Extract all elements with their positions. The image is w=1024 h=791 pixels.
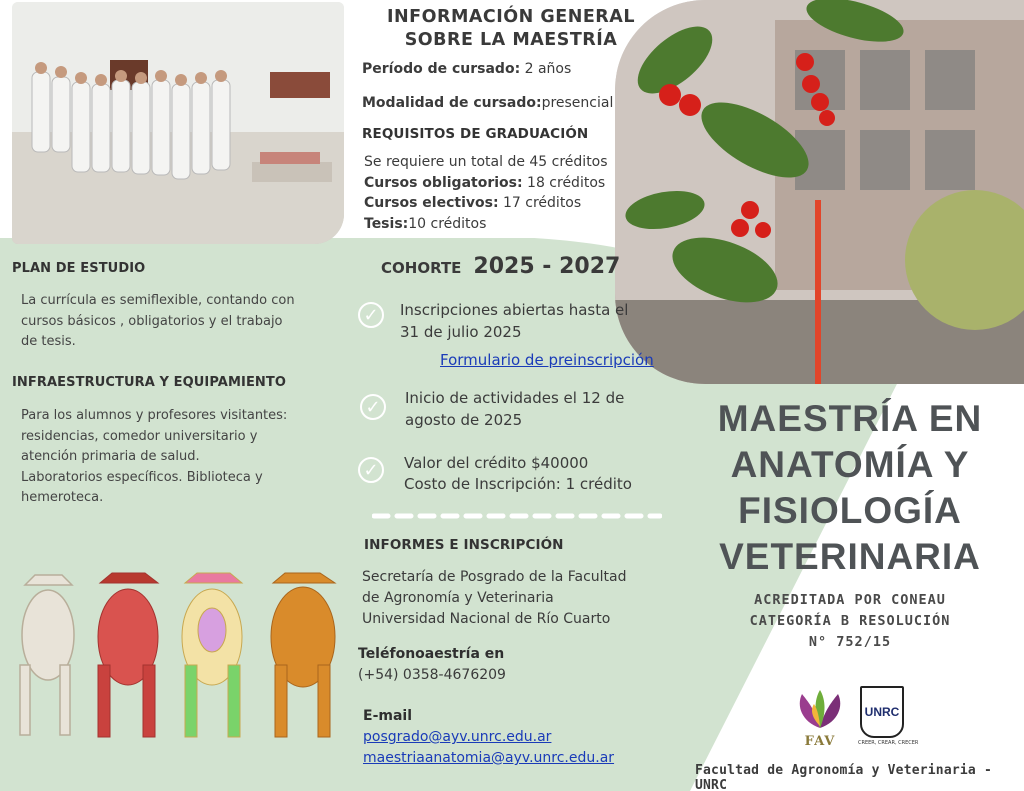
start-date: Inicio de actividades el 12 de agosto de 2025: [405, 389, 625, 429]
credit-cost: Valor del crédito $40000 Costo de Inscripción: 1 crédito: [404, 454, 632, 493]
infra-title: INFRAESTRUCTURA Y EQUIPAMIENTO: [12, 375, 287, 390]
thesis-line: Tesis:10 créditos: [364, 216, 487, 232]
fav-logo: FAV: [790, 688, 850, 749]
elective-line: Cursos electivos: 17 créditos: [364, 195, 582, 211]
check-icon: ✓: [358, 457, 384, 483]
period-line: Período de cursado: 2 años: [362, 61, 572, 77]
requirements-title: REQUISITOS DE GRADUACIÓN: [362, 126, 589, 142]
plan-text: La currícula es semiflexible, contando con cursos básicos , obligatorios y el trabajo de tesis.: [21, 293, 295, 349]
registration-deadline: Inscripciones abiertas hasta el 31 de julio 2025: [400, 301, 629, 341]
faculty-footer: Facultad de Agronomía y Veterinaria - UNRC: [695, 763, 992, 791]
email-link-maestria[interactable]: maestriaanatomia@ayv.unrc.edu.ar: [363, 750, 615, 766]
plan-title: PLAN DE ESTUDIO: [12, 261, 146, 276]
preregistration-form-link[interactable]: Formulario de preinscripción: [440, 351, 654, 369]
team-photo: [12, 2, 344, 244]
fav-flower-icon: [792, 688, 848, 730]
dashed-divider: [372, 510, 662, 522]
check-icon: ✓: [358, 302, 384, 328]
mandatory-line: Cursos obligatorios: 18 créditos: [364, 175, 606, 191]
contact-title: INFORMES E INSCRIPCIÓN: [364, 537, 564, 553]
email-link-posgrado[interactable]: posgrado@ayv.unrc.edu.ar: [363, 729, 552, 745]
check-icon: ✓: [360, 394, 386, 420]
email-label: E-mail: [363, 708, 413, 724]
accreditation: ACREDITADA POR CONEAU CATEGORÍA B RESOLUCIÓN N° 752/15: [749, 592, 951, 650]
infra-text: Para los alumnos y profesores visitantes: residencias, comedor universitario y atención primaria de salud. Laboratorios específicos. Biblioteca y hemeroteca.: [21, 408, 288, 505]
general-info-title: INFORMACIÓN GENERAL SOBRE LA MAESTRÍA: [387, 7, 635, 50]
cow-anatomy-illustration: [0, 565, 345, 750]
credits-total: Se requiere un total de 45 créditos: [364, 154, 608, 170]
modality-line: Modalidad de cursado:presencial: [362, 95, 614, 111]
contact-address: Secretaría de Posgrado de la Facultad de Agronomía y Veterinaria Universidad Nacional de Río Cuarto: [362, 569, 627, 627]
campus-photo: [615, 0, 1024, 384]
phone-value: (+54) 0358-4676209: [358, 667, 506, 683]
cohort-heading: COHORTE 2025 - 2027: [381, 254, 621, 279]
phone-label: Teléfonoaestría en: [358, 646, 505, 662]
unrc-shield-icon: UNRC: [860, 686, 904, 738]
unrc-logo: UNRC CREER, CREAR, CRECER: [858, 686, 906, 746]
program-title: MAESTRÍA EN ANATOMÍA Y FISIOLOGÍA VETERINARIA: [717, 398, 983, 577]
